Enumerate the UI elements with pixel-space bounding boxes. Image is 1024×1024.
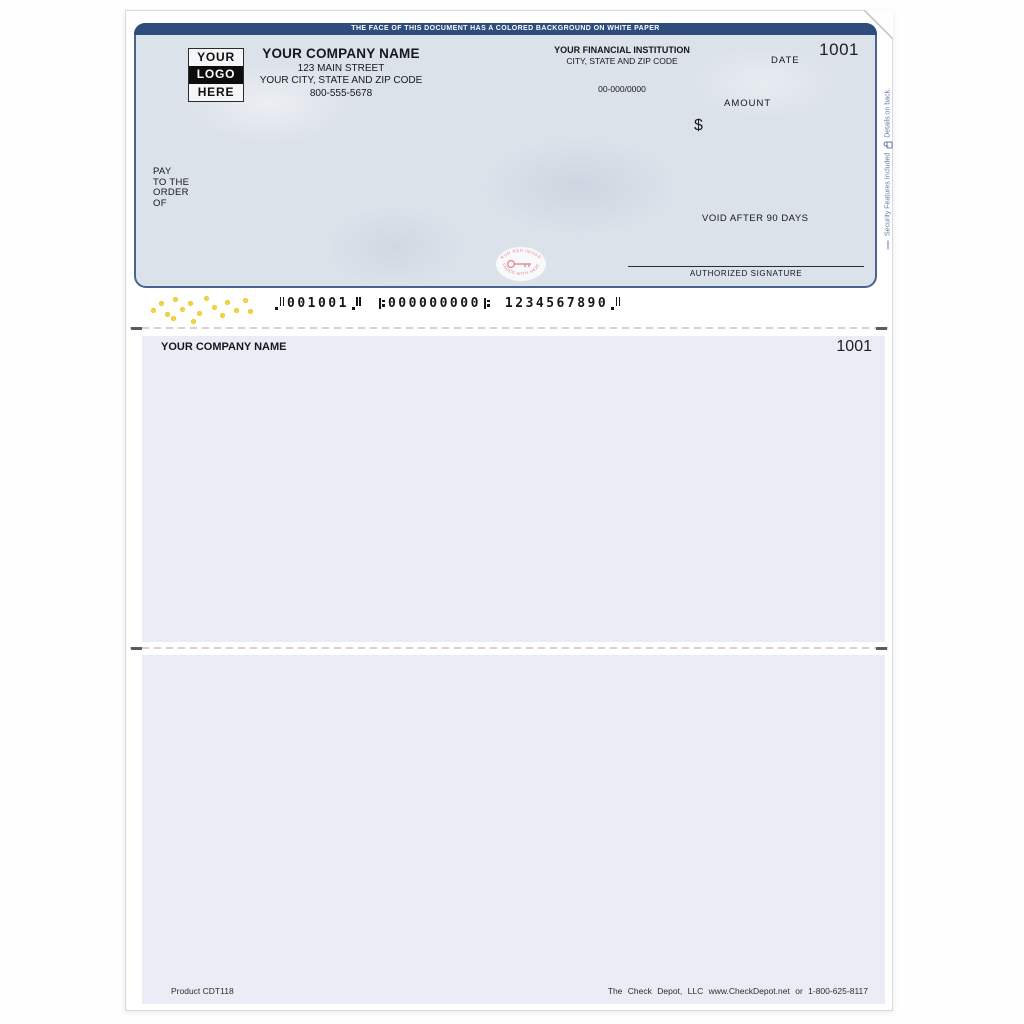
void-after-text: VOID AFTER 90 DAYS — [702, 213, 809, 224]
security-dot — [159, 301, 164, 306]
perforation-line-2 — [130, 647, 888, 649]
micr-routing-number: 000000000 — [387, 295, 481, 311]
security-dot — [171, 316, 176, 321]
routing-fraction: 00-000/0000 — [598, 84, 646, 94]
payee-line-1: PAY — [153, 166, 172, 177]
bank-block — [518, 45, 726, 66]
security-dot — [165, 312, 170, 317]
payee-line-3: ORDER — [153, 187, 189, 198]
check-number: 1001 — [819, 40, 859, 59]
signature-label: AUTHORIZED SIGNATURE — [689, 269, 803, 278]
perforation-tick — [131, 327, 142, 330]
security-banner: THE FACE OF THIS DOCUMENT HAS A COLORED BACKGROUND ON WHITE PAPER — [134, 23, 877, 35]
logo-line-3: HERE — [197, 84, 235, 99]
lock-icon — [887, 142, 893, 149]
perforation-tick — [876, 327, 887, 330]
security-dot — [212, 305, 217, 310]
micr-line — [272, 295, 623, 311]
perforation-tick — [876, 647, 887, 650]
micr-transit-symbol — [484, 297, 490, 309]
seal-text-bottom: FADES WITH HEAT — [501, 262, 541, 277]
logo-line-2: LOGO — [189, 66, 243, 83]
micr-onus-symbol — [352, 297, 361, 310]
micr-onus-symbol — [275, 297, 284, 310]
product-code: Product CDT118 — [171, 986, 234, 996]
date-label: DATE — [771, 55, 800, 66]
heat-seal — [494, 245, 548, 283]
security-dot — [191, 319, 196, 324]
check-sheet — [125, 10, 893, 1011]
payee-line-2: TO THE — [153, 176, 190, 188]
micr-check-number: 001001 — [287, 295, 349, 311]
stub-check-number: 1001 — [836, 338, 872, 355]
side-note-text-1: Security Features Included — [884, 152, 892, 237]
stub-bottom — [142, 655, 885, 1004]
security-dot — [204, 296, 209, 301]
security-dot — [234, 308, 239, 313]
bank-city: CITY, STATE AND ZIP CODE — [566, 56, 678, 66]
check-body — [134, 23, 877, 288]
side-note-dash — [888, 240, 889, 249]
perforation-tick — [131, 647, 142, 650]
company-city: YOUR CITY, STATE AND ZIP CODE — [259, 75, 423, 86]
bank-name: YOUR FINANCIAL INSTITUTION — [554, 45, 690, 55]
payee-line-4: OF — [153, 197, 167, 209]
security-dot — [151, 308, 156, 313]
security-dot — [173, 297, 178, 302]
pay-to-order-label — [153, 167, 189, 209]
micr-onus-symbol — [611, 297, 620, 310]
dollar-sign: $ — [694, 117, 703, 134]
company-street: 123 MAIN STREET — [297, 62, 385, 74]
micr-account-number: 1234567890 — [504, 295, 609, 311]
security-dot — [188, 301, 193, 306]
micr-transit-symbol — [379, 297, 385, 309]
logo-line-1: YOUR — [197, 50, 235, 64]
company-block — [226, 46, 456, 99]
security-dot — [197, 311, 202, 316]
seal-text-top: RUB RED IMAGE — [499, 247, 543, 261]
security-dot — [220, 313, 225, 318]
folded-corner — [864, 10, 893, 39]
signature-line — [628, 266, 864, 267]
stub-company-name: YOUR COMPANY NAME — [161, 341, 287, 353]
security-dot — [248, 309, 253, 314]
security-dot — [180, 307, 185, 312]
vendor-info: The Check Depot, LLC www.CheckDepot.net or 1-800-625-8117 — [607, 986, 868, 996]
amount-label: AMOUNT — [724, 98, 772, 109]
company-name: YOUR COMPANY NAME — [262, 46, 420, 61]
company-phone: 800-555-5678 — [309, 87, 373, 99]
security-side-note — [882, 84, 895, 254]
perforation-line-1 — [130, 327, 888, 329]
security-dot — [225, 300, 230, 305]
stub-middle — [142, 336, 885, 642]
security-dot — [243, 298, 248, 303]
side-note-text-2: Details on back. — [884, 87, 892, 138]
